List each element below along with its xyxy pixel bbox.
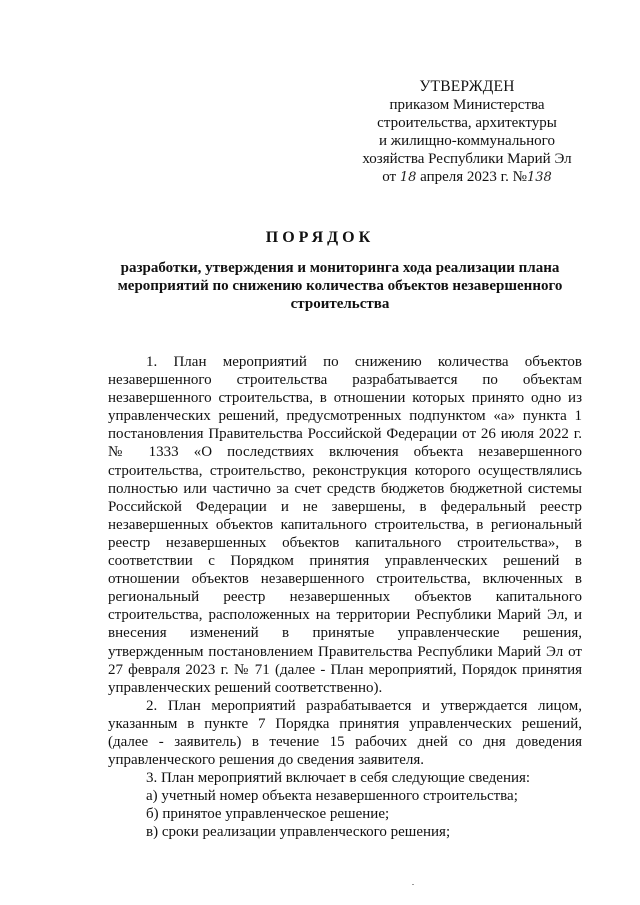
approval-line: строительства, архитектуры [377,115,557,131]
approval-line: приказом Министерства [389,97,545,113]
document-title: ПОРЯДОК [265,229,375,246]
paragraph-3: 3. План мероприятий включает в себя следующие сведения: [146,770,531,787]
date-day-handwritten: 18 [399,170,417,185]
approval-stamp [352,78,582,187]
date-rest: апреля 2023 г. № [420,169,527,185]
approval-date [352,168,582,187]
paragraph-1: 1. План мероприятий по снижению количества объектов незавершенного строительства разрабатывается по объектам незавершенного строительства, в отношении которых принято одно из управленческих решений, предусмотренных подпунктом «а» пункта 1 постановления Правительства Российской Федерации от 26 июля 2022 г. № 1333 «О последствиях включения объекта незавершенного строительства, строительство, реконструкция которого осуществлялись полностью или частично за счет средств бюджетов бюджетной системы Российской Федерации и не завершены, в федеральный реестр незавершенных объектов капитального строительства, в региональный реестр незавершенных объектов капитального строительства», в соответствии с Порядком принятия управленческих решений в отношении объектов незавершенного строительства, включенных в региональный реестр незавершенных объектов капитального строительства, расположенных на территории Республики Марий Эл, и внесения изменений в принятые управленческие решения, утвержденным постановлением Правительства Республики Марий Эл от 27 февраля 2023 г. № 71 (далее - План мероприятий, Порядок принятия управленческих решений соответственно). [108,354,582,696]
approval-line: хозяйства Республики Марий Эл [362,151,572,167]
document-subtitle: разработки, утверждения и мониторинга хода реализации плана мероприятий по снижению количества объектов незавершенного строительства [117,260,563,312]
approval-heading: УТВЕРЖДЕН [419,78,515,95]
document-body [108,353,582,842]
date-prefix: от [382,169,397,185]
paragraph-2: 2. План мероприятий разрабатывается и утверждается лицом, указанным в пункте 7 Порядка принятия управленческих решений, (далее - заявитель) в течение 15 рабочих дней со дня доведения управленческого решения до сведения заявителя. [108,697,582,769]
scan-speck [412,884,414,885]
list-item: б) принятое управленческое решение; [146,806,390,823]
list-item: а) учетный номер объекта незавершенного строительства; [146,788,518,805]
order-number-handwritten: 138 [526,170,552,185]
list-item: в) сроки реализации управленческого решения; [146,824,451,841]
approval-line: и жилищно-коммунального [379,133,555,149]
